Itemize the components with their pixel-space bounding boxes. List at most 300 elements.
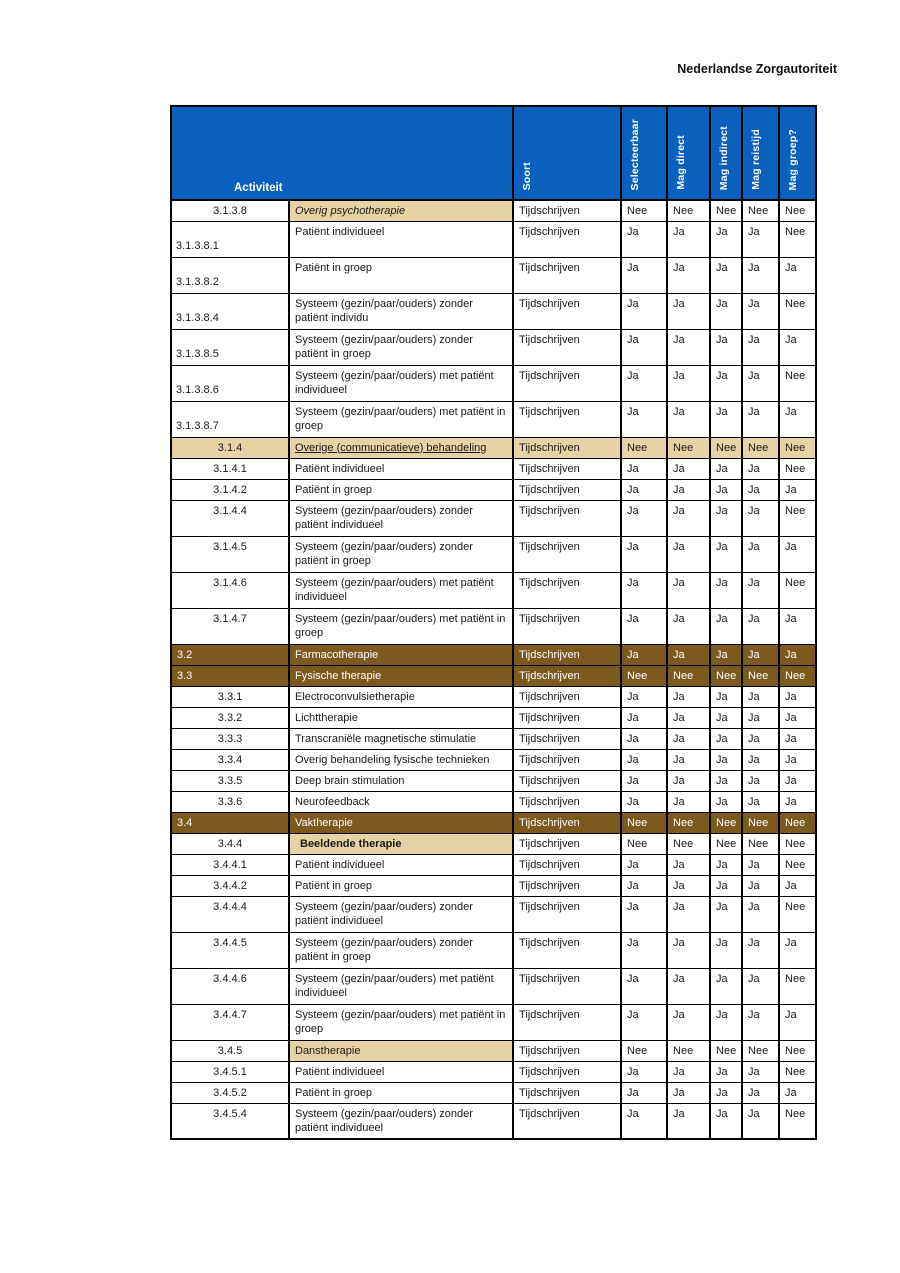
value-selecteerbaar-cell: Ja [621,401,667,437]
soort-cell: Tijdschrijven [513,1103,621,1139]
value-mag-indirect-cell: Nee [710,833,742,854]
selecteerbaar-header-label: Selecteerbaar [629,118,642,190]
value-mag-direct-cell: Nee [667,812,710,833]
soort-cell: Tijdschrijven [513,608,621,644]
value-mag-indirect-cell: Ja [710,479,742,500]
value-mag-indirect-cell: Ja [710,644,742,665]
mag-indirect-header-label: Mag indirect [718,125,731,190]
code-cell: 3.4.4.5 [171,932,289,968]
value-selecteerbaar-cell: Ja [621,875,667,896]
code-cell: 3.1.3.8 [171,200,289,221]
value-mag-reistijd-cell: Ja [742,221,779,257]
activity-cell: Patiënt individueel [289,854,513,875]
soort-cell: Tijdschrijven [513,665,621,686]
mag-groep-header-label: Mag groep? [787,128,800,190]
value-mag-groep-cell: Ja [779,770,816,791]
value-mag-direct-cell: Ja [667,932,710,968]
soort-cell: Tijdschrijven [513,479,621,500]
value-mag-reistijd-cell: Ja [742,749,779,770]
soort-cell: Tijdschrijven [513,1082,621,1103]
value-selecteerbaar-cell: Nee [621,665,667,686]
soort-cell: Tijdschrijven [513,854,621,875]
value-mag-reistijd-cell: Ja [742,686,779,707]
value-mag-reistijd-cell: Nee [742,1040,779,1061]
value-mag-direct-cell: Ja [667,1103,710,1139]
code-cell: 3.3.2 [171,707,289,728]
value-selecteerbaar-cell: Ja [621,500,667,536]
value-selecteerbaar-cell: Ja [621,968,667,1004]
code-cell: 3.4.5 [171,1040,289,1061]
value-mag-direct-cell: Nee [667,437,710,458]
table-row-3.3.6 [171,791,816,812]
value-mag-indirect-cell: Ja [710,536,742,572]
value-selecteerbaar-cell: Ja [621,1103,667,1139]
value-mag-direct-cell: Ja [667,365,710,401]
value-mag-indirect-cell: Nee [710,437,742,458]
table-row-3.1.3.8.6 [171,365,816,401]
value-mag-direct-cell: Ja [667,401,710,437]
soort-cell: Tijdschrijven [513,500,621,536]
value-mag-direct-cell: Ja [667,1061,710,1082]
table-row-3.4.5.4 [171,1103,816,1139]
column-header-soort [513,106,621,200]
activity-cell: Systeem (gezin/paar/ouders) zonder patiënt individu [289,293,513,329]
activity-cell: Systeem (gezin/paar/ouders) zonder patiënt in groep [289,932,513,968]
activity-cell: Overig psychotherapie [289,200,513,221]
table-row-3.4.4.1 [171,854,816,875]
value-mag-groep-cell: Nee [779,458,816,479]
soort-cell: Tijdschrijven [513,728,621,749]
value-mag-reistijd-cell: Nee [742,833,779,854]
code-cell: 3.1.3.8.4 [171,293,289,329]
value-selecteerbaar-cell: Ja [621,770,667,791]
soort-cell: Tijdschrijven [513,896,621,932]
code-cell: 3.1.4.1 [171,458,289,479]
value-mag-reistijd-cell: Nee [742,665,779,686]
value-mag-indirect-cell: Nee [710,812,742,833]
code-cell: 3.3.6 [171,791,289,812]
value-mag-direct-cell: Ja [667,968,710,1004]
table-row-3.3.4 [171,749,816,770]
value-mag-indirect-cell: Ja [710,329,742,365]
code-cell: 3.1.4.7 [171,608,289,644]
value-mag-groep-cell: Nee [779,365,816,401]
table-row-3.4.4.7 [171,1004,816,1040]
column-header-activiteit: Activiteit [171,106,513,200]
soort-cell: Tijdschrijven [513,329,621,365]
code-cell: 3.4.4.6 [171,968,289,1004]
value-mag-indirect-cell: Ja [710,257,742,293]
value-selecteerbaar-cell: Ja [621,365,667,401]
table-row-3.4.4 [171,833,816,854]
value-mag-groep-cell: Ja [779,329,816,365]
value-mag-reistijd-cell: Ja [742,1103,779,1139]
value-mag-direct-cell: Ja [667,329,710,365]
value-selecteerbaar-cell: Ja [621,329,667,365]
table-row-3.1.4.7 [171,608,816,644]
soort-header-label: Soort [521,161,534,190]
value-mag-direct-cell: Ja [667,608,710,644]
column-header-selecteerbaar [621,106,667,200]
value-mag-reistijd-cell: Ja [742,257,779,293]
column-header-mag-groep [779,106,816,200]
code-cell: 3.3.5 [171,770,289,791]
value-mag-direct-cell: Ja [667,644,710,665]
table-row-3.3.1 [171,686,816,707]
value-mag-groep-cell: Nee [779,1061,816,1082]
code-cell: 3.4.4.1 [171,854,289,875]
value-selecteerbaar-cell: Ja [621,1004,667,1040]
table-row-3.3.3 [171,728,816,749]
value-mag-indirect-cell: Ja [710,365,742,401]
table-row-3.1.3.8.4 [171,293,816,329]
code-cell: 3.1.4.2 [171,479,289,500]
value-mag-reistijd-cell: Ja [742,458,779,479]
value-mag-indirect-cell: Ja [710,500,742,536]
value-mag-reistijd-cell: Ja [742,728,779,749]
value-mag-indirect-cell: Ja [710,293,742,329]
value-selecteerbaar-cell: Nee [621,833,667,854]
value-mag-direct-cell: Ja [667,572,710,608]
soort-cell: Tijdschrijven [513,644,621,665]
value-mag-indirect-cell: Ja [710,896,742,932]
code-cell: 3.1.4 [171,437,289,458]
code-cell: 3.4.5.2 [171,1082,289,1103]
value-selecteerbaar-cell: Nee [621,437,667,458]
code-cell: 3.3.3 [171,728,289,749]
table-row-3.3.5 [171,770,816,791]
value-mag-direct-cell: Ja [667,1082,710,1103]
value-mag-groep-cell: Nee [779,1040,816,1061]
code-cell: 3.1.3.8.6 [171,365,289,401]
value-mag-direct-cell: Ja [667,854,710,875]
value-mag-groep-cell: Nee [779,437,816,458]
value-mag-direct-cell: Nee [667,1040,710,1061]
activity-cell: Patiënt in groep [289,257,513,293]
table-row-3.4.4.4 [171,896,816,932]
table-body [171,200,816,1139]
value-selecteerbaar-cell: Ja [621,458,667,479]
value-mag-reistijd-cell: Ja [742,365,779,401]
soort-cell: Tijdschrijven [513,707,621,728]
code-cell: 3.3 [171,665,289,686]
code-cell: 3.4.4.4 [171,896,289,932]
soort-cell: Tijdschrijven [513,749,621,770]
table-row-3.1.3.8.5 [171,329,816,365]
value-mag-indirect-cell: Ja [710,686,742,707]
value-selecteerbaar-cell: Ja [621,1082,667,1103]
activities-table [170,105,817,1140]
value-mag-groep-cell: Ja [779,791,816,812]
code-cell: 3.4.4.2 [171,875,289,896]
soort-cell: Tijdschrijven [513,458,621,479]
activity-cell: Deep brain stimulation [289,770,513,791]
value-mag-groep-cell: Ja [779,707,816,728]
activity-cell: Transcraniële magnetische stimulatie [289,728,513,749]
activity-cell: Patiënt in groep [289,1082,513,1103]
value-selecteerbaar-cell: Ja [621,896,667,932]
value-mag-direct-cell: Ja [667,293,710,329]
activity-cell: Farmacotherapie [289,644,513,665]
value-mag-reistijd-cell: Nee [742,437,779,458]
table-row-3.4 [171,812,816,833]
table-row-3.2 [171,644,816,665]
soort-cell: Tijdschrijven [513,932,621,968]
table-row-3.1.4.6 [171,572,816,608]
soort-cell: Tijdschrijven [513,1040,621,1061]
value-mag-direct-cell: Ja [667,458,710,479]
value-mag-direct-cell: Ja [667,257,710,293]
value-selecteerbaar-cell: Ja [621,932,667,968]
value-mag-groep-cell: Nee [779,812,816,833]
value-mag-direct-cell: Ja [667,728,710,749]
value-mag-groep-cell: Ja [779,608,816,644]
value-mag-reistijd-cell: Ja [742,536,779,572]
table-row-3.4.5.2 [171,1082,816,1103]
column-header-mag-reistijd [742,106,779,200]
value-selecteerbaar-cell: Ja [621,293,667,329]
activity-cell: Systeem (gezin/paar/ouders) met patiënt in groep [289,401,513,437]
value-mag-reistijd-cell: Ja [742,707,779,728]
table-row-3.1.4.5 [171,536,816,572]
value-selecteerbaar-cell: Ja [621,536,667,572]
value-mag-groep-cell: Nee [779,200,816,221]
value-mag-direct-cell: Ja [667,896,710,932]
value-mag-groep-cell: Ja [779,1082,816,1103]
value-mag-indirect-cell: Nee [710,665,742,686]
value-mag-direct-cell: Ja [667,500,710,536]
value-selecteerbaar-cell: Ja [621,257,667,293]
value-selecteerbaar-cell: Ja [621,221,667,257]
code-cell: 3.4.5.4 [171,1103,289,1139]
activity-cell: Patiënt in groep [289,875,513,896]
value-mag-reistijd-cell: Ja [742,1004,779,1040]
value-mag-indirect-cell: Ja [710,854,742,875]
column-header-mag-direct [667,106,710,200]
code-cell: 3.1.4.4 [171,500,289,536]
value-mag-groep-cell: Ja [779,749,816,770]
value-mag-indirect-cell: Ja [710,749,742,770]
activity-cell: Systeem (gezin/paar/ouders) zonder patiënt in groep [289,329,513,365]
value-mag-indirect-cell: Nee [710,1040,742,1061]
activity-cell: Electroconvulsietherapie [289,686,513,707]
value-mag-direct-cell: Ja [667,791,710,812]
soort-cell: Tijdschrijven [513,437,621,458]
soort-cell: Tijdschrijven [513,200,621,221]
soort-cell: Tijdschrijven [513,401,621,437]
activity-cell: Danstherapie [289,1040,513,1061]
value-selecteerbaar-cell: Ja [621,707,667,728]
value-mag-indirect-cell: Ja [710,1061,742,1082]
activity-cell: Neurofeedback [289,791,513,812]
soort-cell: Tijdschrijven [513,686,621,707]
value-selecteerbaar-cell: Ja [621,479,667,500]
mag-direct-header-label: Mag direct [675,135,688,190]
soort-cell: Tijdschrijven [513,968,621,1004]
value-mag-reistijd-cell: Ja [742,479,779,500]
value-selecteerbaar-cell: Ja [621,608,667,644]
value-selecteerbaar-cell: Ja [621,572,667,608]
value-mag-reistijd-cell: Ja [742,968,779,1004]
value-mag-direct-cell: Ja [667,770,710,791]
value-mag-direct-cell: Nee [667,833,710,854]
value-mag-groep-cell: Ja [779,686,816,707]
value-mag-indirect-cell: Nee [710,200,742,221]
value-mag-groep-cell: Nee [779,293,816,329]
activity-cell: Systeem (gezin/paar/ouders) zonder patiënt in groep [289,536,513,572]
value-mag-reistijd-cell: Ja [742,572,779,608]
value-mag-reistijd-cell: Ja [742,329,779,365]
table-row-3.4.4.2 [171,875,816,896]
activity-cell: Systeem (gezin/paar/ouders) met patiënt individueel [289,365,513,401]
value-mag-indirect-cell: Ja [710,608,742,644]
soort-cell: Tijdschrijven [513,536,621,572]
activity-cell: Patiënt individueel [289,1061,513,1082]
activity-cell: Systeem (gezin/paar/ouders) met patiënt individueel [289,572,513,608]
activity-cell: Systeem (gezin/paar/ouders) met patiënt in groep [289,608,513,644]
value-mag-reistijd-cell: Ja [742,401,779,437]
value-selecteerbaar-cell: Nee [621,200,667,221]
activity-cell: Overig behandeling fysische technieken [289,749,513,770]
activity-cell: Patiënt individueel [289,221,513,257]
code-cell: 3.1.3.8.2 [171,257,289,293]
code-cell: 3.1.3.8.5 [171,329,289,365]
table-row-3.4.4.6 [171,968,816,1004]
value-mag-groep-cell: Nee [779,896,816,932]
value-mag-reistijd-cell: Ja [742,896,779,932]
activity-cell: Systeem (gezin/paar/ouders) zonder patiënt individueel [289,1103,513,1139]
value-mag-reistijd-cell: Ja [742,791,779,812]
code-cell: 3.2 [171,644,289,665]
activity-cell: Systeem (gezin/paar/ouders) zonder patiënt individueel [289,500,513,536]
value-mag-indirect-cell: Ja [710,875,742,896]
table-row-3.1.3.8.2 [171,257,816,293]
soort-cell: Tijdschrijven [513,365,621,401]
soort-cell: Tijdschrijven [513,770,621,791]
activity-cell: Patiënt in groep [289,479,513,500]
table-row-3.3 [171,665,816,686]
value-mag-groep-cell: Nee [779,968,816,1004]
value-selecteerbaar-cell: Nee [621,1040,667,1061]
table-row-3.1.4.1 [171,458,816,479]
value-mag-indirect-cell: Ja [710,401,742,437]
table-row-3.1.3.8 [171,200,816,221]
activity-cell: Systeem (gezin/paar/ouders) met patiënt individueel [289,968,513,1004]
soort-cell: Tijdschrijven [513,875,621,896]
soort-cell: Tijdschrijven [513,791,621,812]
soort-cell: Tijdschrijven [513,572,621,608]
value-mag-indirect-cell: Ja [710,791,742,812]
soort-cell: Tijdschrijven [513,257,621,293]
value-mag-groep-cell: Nee [779,1103,816,1139]
value-mag-reistijd-cell: Nee [742,200,779,221]
table-row-3.1.3.8.7 [171,401,816,437]
code-cell: 3.1.4.6 [171,572,289,608]
soort-cell: Tijdschrijven [513,1004,621,1040]
value-selecteerbaar-cell: Ja [621,749,667,770]
code-cell: 3.4.5.1 [171,1061,289,1082]
activities-table-wrap [170,105,817,1140]
value-mag-direct-cell: Ja [667,479,710,500]
mag-reistijd-header-label: Mag reistijd [750,129,763,190]
value-mag-groep-cell: Nee [779,221,816,257]
nza-wordmark: Nederlandse Zorgautoriteit [677,62,837,76]
value-mag-reistijd-cell: Ja [742,644,779,665]
value-mag-groep-cell: Ja [779,932,816,968]
table-header [171,106,816,200]
value-mag-groep-cell: Ja [779,257,816,293]
value-mag-indirect-cell: Ja [710,1082,742,1103]
value-mag-groep-cell: Nee [779,833,816,854]
value-mag-direct-cell: Nee [667,200,710,221]
value-mag-reistijd-cell: Ja [742,1082,779,1103]
activity-cell: Patiënt individueel [289,458,513,479]
value-mag-direct-cell: Ja [667,221,710,257]
value-mag-groep-cell: Ja [779,644,816,665]
value-mag-indirect-cell: Ja [710,221,742,257]
value-mag-reistijd-cell: Nee [742,812,779,833]
activity-cell: Overige (communicatieve) behandeling [289,437,513,458]
value-mag-direct-cell: Ja [667,536,710,572]
value-mag-groep-cell: Ja [779,875,816,896]
value-selecteerbaar-cell: Nee [621,812,667,833]
value-mag-groep-cell: Nee [779,500,816,536]
table-row-3.4.5.1 [171,1061,816,1082]
value-mag-indirect-cell: Ja [710,1004,742,1040]
code-cell: 3.4.4.7 [171,1004,289,1040]
value-mag-direct-cell: Nee [667,665,710,686]
soort-cell: Tijdschrijven [513,833,621,854]
value-mag-groep-cell: Nee [779,854,816,875]
value-mag-groep-cell: Ja [779,728,816,749]
value-mag-groep-cell: Ja [779,536,816,572]
value-mag-groep-cell: Nee [779,665,816,686]
code-cell: 3.4 [171,812,289,833]
table-row-3.1.4 [171,437,816,458]
code-cell: 3.3.1 [171,686,289,707]
value-mag-reistijd-cell: Ja [742,875,779,896]
activity-cell: Systeem (gezin/paar/ouders) met patiënt in groep [289,1004,513,1040]
code-cell: 3.4.4 [171,833,289,854]
code-cell: 3.1.3.8.7 [171,401,289,437]
value-mag-indirect-cell: Ja [710,1103,742,1139]
table-row-3.1.3.8.1 [171,221,816,257]
activity-cell: Lichttherapie [289,707,513,728]
value-mag-reistijd-cell: Ja [742,293,779,329]
table-row-3.1.4.2 [171,479,816,500]
value-selecteerbaar-cell: Ja [621,644,667,665]
value-selecteerbaar-cell: Ja [621,728,667,749]
soort-cell: Tijdschrijven [513,293,621,329]
value-mag-reistijd-cell: Ja [742,854,779,875]
value-mag-reistijd-cell: Ja [742,500,779,536]
value-mag-direct-cell: Ja [667,707,710,728]
value-mag-groep-cell: Ja [779,1004,816,1040]
soort-cell: Tijdschrijven [513,812,621,833]
value-mag-direct-cell: Ja [667,875,710,896]
code-cell: 3.1.3.8.1 [171,221,289,257]
value-mag-indirect-cell: Ja [710,707,742,728]
value-mag-indirect-cell: Ja [710,968,742,1004]
value-mag-groep-cell: Nee [779,572,816,608]
value-mag-indirect-cell: Ja [710,572,742,608]
activity-cell: Fysische therapie [289,665,513,686]
table-row-3.4.4.5 [171,932,816,968]
table-row-3.3.2 [171,707,816,728]
code-cell: 3.3.4 [171,749,289,770]
value-mag-reistijd-cell: Ja [742,1061,779,1082]
soort-cell: Tijdschrijven [513,1061,621,1082]
